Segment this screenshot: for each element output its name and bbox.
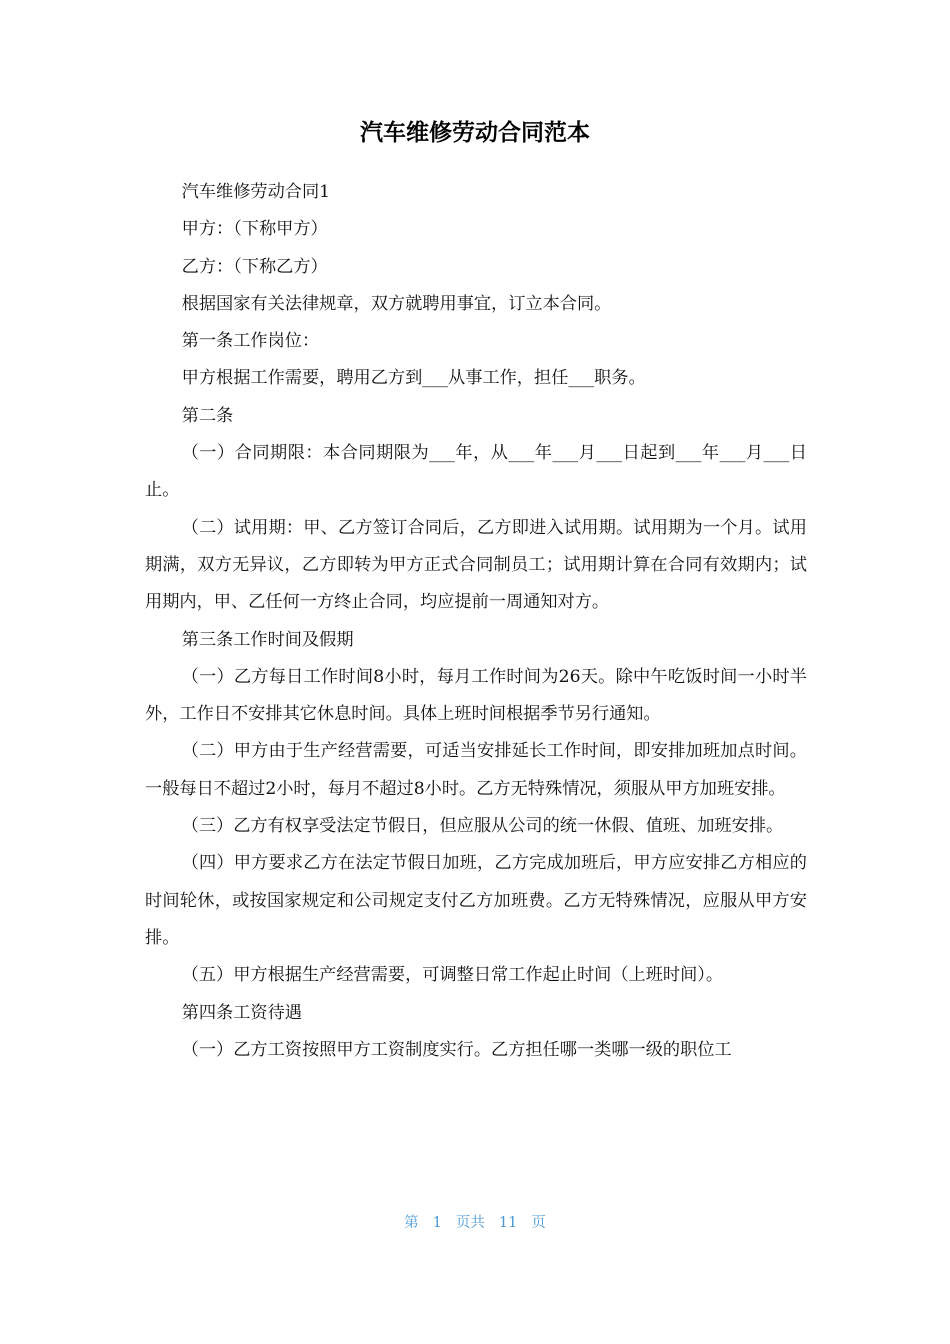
current-page-number: 1 [432, 1215, 442, 1231]
paragraph: 第一条工作岗位： [181, 331, 320, 352]
paragraph: 第二条 [181, 405, 234, 426]
paragraph: （四）甲方要求乙方在法定节假日加班，乙方完成加班后，甲方应安排乙方相应的时间轮休，或按国家规定和公司规定支付乙方加班费。乙方无特殊情况，应服从甲方安排。 [145, 853, 807, 948]
paragraph: （三）乙方有权享受法定节假日，但应服从公司的统一休假、值班、加班安排。 [181, 816, 784, 837]
paragraph: 根据国家有关法律规章，双方就聘用事宜，订立本合同。 [181, 293, 612, 314]
page-label-prefix: 第 [404, 1215, 419, 1231]
paragraph: （二）试用期：甲、乙方签订合同后，乙方即进入试用期。试用期为一个月。试用期满，双方无异议，乙方即转为甲方正式合同制员工；试用期计算在合同有效期内；试用期内，甲、乙任何一方终止合同，均应提前一周通知对方。 [145, 517, 807, 613]
document-title: 汽车维修劳动合同范本 [360, 120, 590, 146]
paragraph: （一）乙方每日工作时间8小时，每月工作时间为26天。除中午吃饭时间一小时半外，工作日不安排其它休息时间。具体上班时间根据季节另行通知。 [145, 666, 807, 725]
paragraph: （二）甲方由于生产经营需要，可适当安排延长工作时间，即安排加班加点时间。一般每日不超过2小时，每月不超过8小时。乙方无特殊情况，须服从甲方加班安排。 [145, 741, 807, 799]
page-label-suffix: 页 [531, 1215, 546, 1231]
paragraph: 乙方：（下称乙方） [181, 256, 328, 277]
page-label-mid: 页共 [455, 1215, 485, 1231]
paragraph: 汽车维修劳动合同1 [181, 182, 331, 202]
total-pages-number: 11 [498, 1215, 518, 1231]
paragraph: 第三条工作时间及假期 [181, 629, 354, 650]
paragraph: 甲方：（下称甲方） [181, 219, 328, 240]
paragraph: （五）甲方根据生产经营需要，可调整日常工作起止时间（上班时间）。 [181, 965, 724, 986]
page-footer [0, 1212, 950, 1234]
paragraph: 甲方根据工作需要，聘用乙方到___从事工作，担任___职务。 [181, 368, 646, 389]
paragraph: （一）乙方工资按照甲方工资制度实行。乙方担任哪一类哪一级的职位工 [181, 1039, 732, 1060]
paragraph: （一）合同期限：本合同期限为___年，从___年___月___日起到___年___月___日止。 [145, 443, 807, 501]
document-body [145, 174, 807, 1069]
paragraph: 第四条工资待遇 [181, 1002, 302, 1023]
